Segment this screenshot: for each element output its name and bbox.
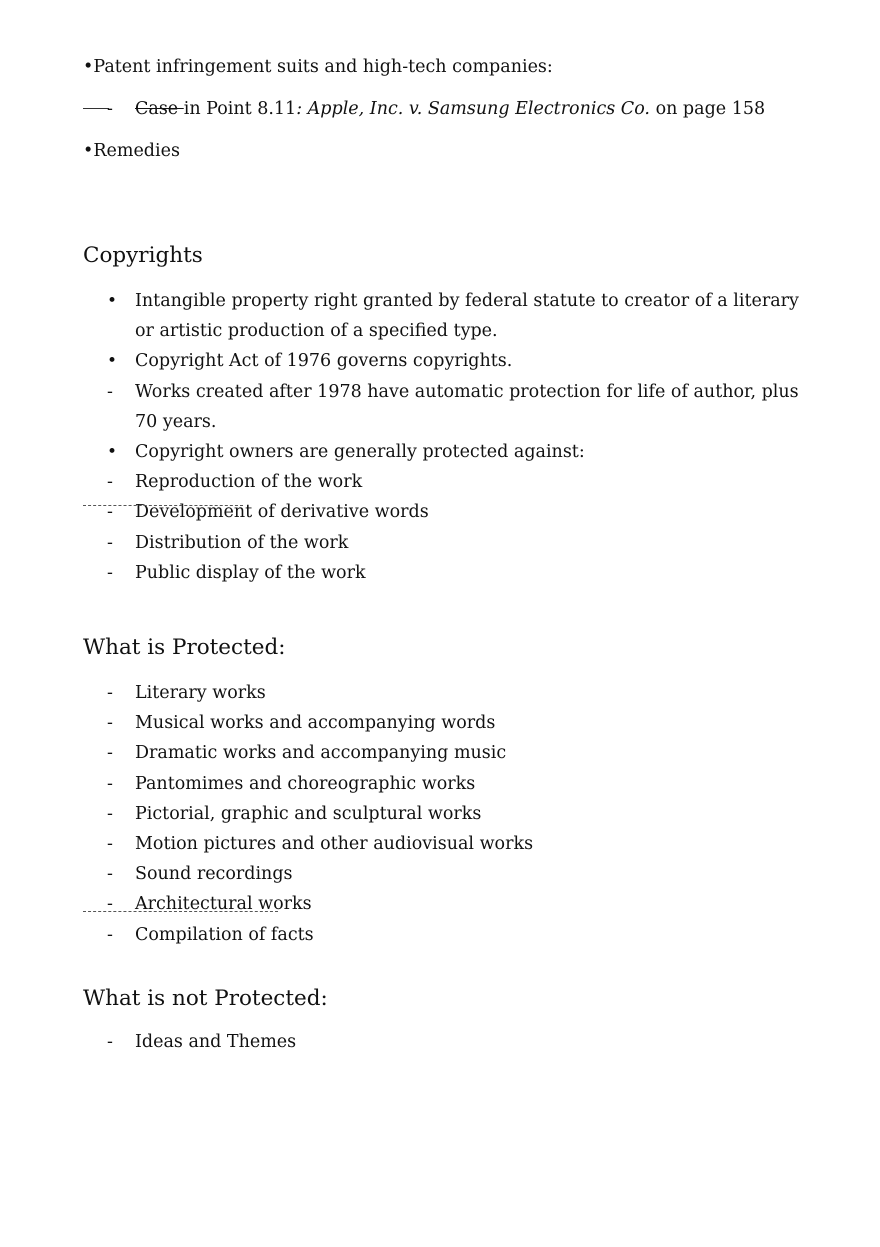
- list-marker: -: [107, 743, 113, 764]
- list-item: Compilation of facts: [135, 924, 314, 945]
- list-item: Pictorial, graphic and sculptural works: [135, 803, 482, 824]
- list-marker: -: [107, 683, 113, 703]
- list-item: Works created after 1978 have automatic protection for life of author, plus: [135, 381, 799, 402]
- list-item: Literary works: [135, 683, 266, 703]
- list-marker: -: [107, 864, 113, 885]
- list-item: Ideas and Themes: [135, 1032, 297, 1052]
- list-marker: -: [107, 803, 113, 824]
- list-marker: •: [107, 442, 118, 462]
- not-protected-heading: What is not Protected:: [83, 986, 328, 1011]
- list-item: or artistic production of a specified type.: [135, 321, 498, 342]
- list-marker: -: [107, 894, 113, 915]
- case-dash-marker: -: [107, 99, 113, 119]
- list-item: Intangible property right granted by federal statute to creator of a literary: [135, 291, 799, 311]
- list-marker: -: [107, 502, 113, 523]
- list-item: Musical works and accompanying words: [135, 713, 496, 734]
- list-item: Copyright owners are generally protected against:: [135, 442, 585, 462]
- list-marker: -: [107, 713, 113, 734]
- list-item: Reproduction of the work: [135, 472, 363, 493]
- list-marker: •: [107, 291, 118, 311]
- case-struck-text: Case: [135, 99, 184, 119]
- list-item: Copyright Act of 1976 governs copyrights.: [135, 351, 513, 372]
- list-marker: -: [107, 924, 113, 945]
- list-item: Public display of the work: [135, 562, 366, 583]
- list-marker: -: [107, 532, 113, 553]
- list-item: Development of derivative words: [135, 502, 429, 523]
- protected-heading: What is Protected:: [83, 635, 286, 660]
- bullet-marker: •: [83, 57, 94, 77]
- copyrights-heading: Copyrights: [83, 243, 203, 268]
- case-in-point-line: [135, 94, 765, 124]
- list-marker: -: [107, 562, 113, 583]
- list-marker: -: [107, 834, 113, 854]
- list-item: Pantomimes and choreographic works: [135, 773, 476, 794]
- remedies-bullet-line: [83, 136, 180, 166]
- list-item: Motion pictures and other audiovisual works: [135, 834, 534, 854]
- case-title-text: : Apple, Inc. v. Samsung Electronics Co.: [296, 99, 650, 119]
- remedies-text: Remedies: [93, 141, 180, 161]
- patent-infringement-text: Patent infringement suits and high-tech companies:: [93, 57, 553, 77]
- list-marker: -: [107, 472, 113, 493]
- list-item: Architectural works: [135, 894, 312, 915]
- strikethrough-dash-mark: [83, 108, 109, 109]
- revision-mark-dashed: [83, 505, 243, 506]
- list-item: Distribution of the work: [135, 532, 349, 553]
- list-marker: •: [107, 351, 118, 372]
- patent-bullet-line: [83, 52, 553, 82]
- list-item: 70 years.: [135, 411, 217, 432]
- list-marker: -: [107, 1032, 113, 1052]
- case-prefix-text: in Point 8.11: [183, 99, 297, 119]
- list-item: Dramatic works and accompanying music: [135, 743, 507, 764]
- list-marker: -: [107, 773, 113, 794]
- bullet-marker: •: [83, 141, 94, 161]
- list-marker: -: [107, 381, 113, 402]
- revision-mark-dashed: [83, 911, 278, 912]
- case-suffix-text: on page 158: [650, 99, 766, 119]
- list-item: Sound recordings: [135, 864, 293, 885]
